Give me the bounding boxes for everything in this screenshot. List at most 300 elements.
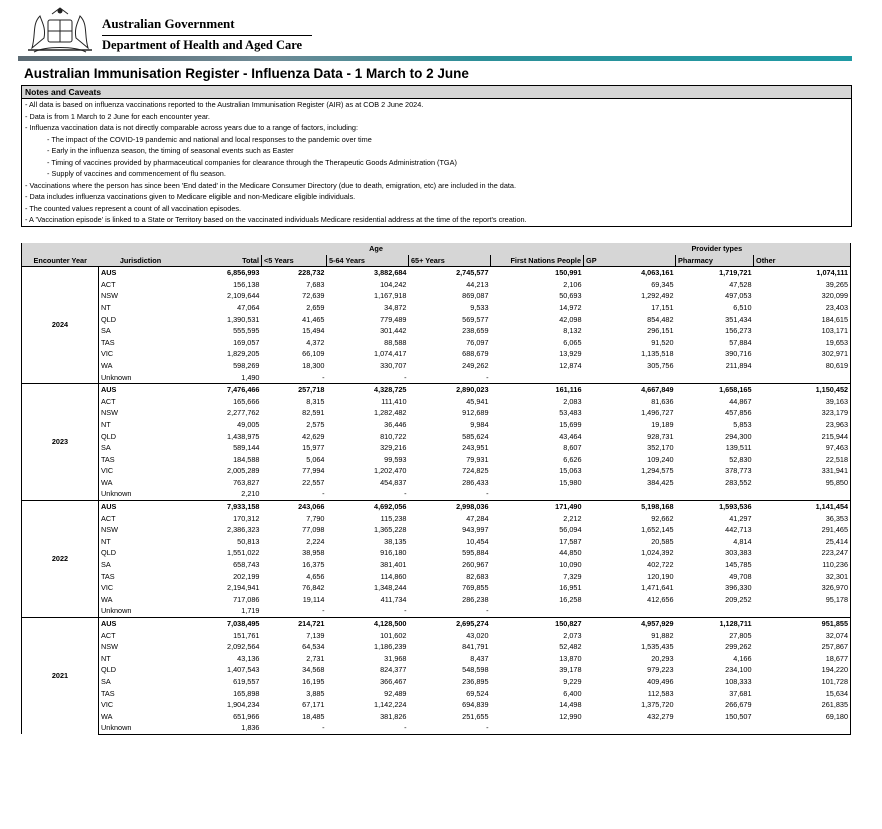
value-cell: 2,224: [306, 536, 325, 546]
value-cell: 296,151: [647, 326, 674, 336]
value-cell: -: [322, 489, 325, 499]
value-cell: 36,446: [384, 419, 407, 429]
value-cell: 1,407,543: [227, 665, 260, 675]
jurisdiction-cell: Unknown: [99, 722, 183, 734]
encounter-year-cell: 2024: [22, 267, 99, 384]
value-cell: 3,885: [306, 688, 325, 698]
jurisdiction-cell: WA: [101, 594, 113, 604]
value-cell: 115,238: [380, 513, 407, 523]
jurisdiction-cell: SA: [101, 326, 111, 336]
value-cell: 150,991: [491, 267, 584, 279]
value-cell: 14,972: [559, 302, 582, 312]
value-cell: 15,980: [559, 477, 582, 487]
value-cell: 257,718: [262, 384, 327, 396]
jurisdiction-cell: VIC: [101, 349, 114, 359]
value-cell: -: [486, 489, 489, 499]
value-cell: 12,874: [559, 360, 582, 370]
jurisdiction-cell: NSW: [101, 525, 119, 535]
table-row: [22, 290, 851, 302]
value-cell: 82,683: [466, 571, 489, 581]
value-cell: 44,213: [466, 279, 489, 289]
value-cell: 688,679: [462, 349, 489, 359]
value-cell: 943,997: [462, 525, 489, 535]
value-cell: 305,756: [647, 360, 674, 370]
value-cell: 36,353: [754, 513, 851, 525]
value-cell: 2,194,941: [227, 583, 260, 593]
value-cell: 18,677: [754, 653, 851, 665]
value-cell: 110,236: [754, 559, 851, 571]
jurisdiction-cell: SA: [101, 676, 111, 686]
value-cell: 1,141,454: [754, 501, 851, 513]
value-cell: 1,390,531: [227, 314, 260, 324]
table-row: [22, 348, 851, 360]
value-cell: 114,860: [380, 571, 407, 581]
value-cell: 165,666: [233, 396, 260, 406]
value-cell: 31,968: [384, 653, 407, 663]
value-cell: [676, 605, 754, 617]
value-cell: 4,656: [306, 571, 325, 581]
value-cell: 215,944: [754, 431, 851, 443]
value-cell: 1,375,720: [641, 700, 674, 710]
table-row: [22, 477, 851, 489]
value-cell: 25,414: [754, 536, 851, 548]
table-row: [22, 267, 851, 279]
value-cell: 57,884: [729, 337, 752, 347]
value-cell: 22,518: [754, 454, 851, 466]
jurisdiction-cell: SA: [101, 443, 111, 453]
value-cell: 151,761: [233, 630, 260, 640]
value-cell: 928,731: [647, 431, 674, 441]
notes-box: [21, 85, 852, 227]
value-cell: 234,100: [725, 665, 752, 675]
value-cell: 156,138: [233, 279, 260, 289]
value-cell: 5,064: [306, 454, 325, 464]
value-cell: 326,970: [754, 582, 851, 594]
value-cell: 302,971: [754, 348, 851, 360]
value-cell: 351,434: [725, 314, 752, 324]
jurisdiction-cell: Unknown: [101, 372, 132, 382]
value-cell: 1,836: [183, 722, 262, 734]
value-cell: 49,708: [729, 571, 752, 581]
value-cell: 1,490: [241, 372, 260, 382]
value-cell: 39,178: [559, 665, 582, 675]
jurisdiction-cell: NSW: [101, 642, 119, 652]
value-cell: 42,629: [302, 431, 325, 441]
value-cell: 8,437: [470, 653, 489, 663]
value-cell: 2,005,289: [227, 466, 260, 476]
value-cell: 101,728: [754, 676, 851, 688]
table-row: [22, 664, 851, 676]
value-cell: 585,624: [462, 431, 489, 441]
value-cell: 916,180: [380, 548, 407, 558]
value-cell: 323,179: [754, 407, 851, 419]
jurisdiction-cell: ACT: [101, 396, 116, 406]
value-cell: 103,171: [754, 325, 851, 337]
jurisdiction-cell: WA: [101, 360, 113, 370]
value-cell: 8,607: [563, 443, 582, 453]
value-cell: 6,400: [563, 688, 582, 698]
note-line: - A 'Vaccination episode' is linked to a State or Territory based on the vaccinated individuals Medicare residential address at the time of the report's creation.: [25, 215, 527, 224]
value-cell: 598,269: [233, 360, 260, 370]
value-cell: 165,898: [233, 688, 260, 698]
value-cell: 64,534: [302, 642, 325, 652]
value-cell: 251,655: [462, 711, 489, 721]
value-cell: 2,212: [563, 513, 582, 523]
value-cell: 81,636: [651, 396, 674, 406]
value-cell: 67,171: [302, 700, 325, 710]
value-cell: 52,830: [729, 454, 752, 464]
col-header: Encounter Year: [22, 255, 99, 267]
value-cell: 161,116: [491, 384, 584, 396]
value-cell: 150,507: [725, 711, 752, 721]
value-cell: 7,139: [306, 630, 325, 640]
value-cell: 352,170: [647, 443, 674, 453]
header-divider: [102, 35, 312, 36]
value-cell: 301,442: [380, 326, 407, 336]
value-cell: 303,383: [725, 548, 752, 558]
value-cell: 2,210: [241, 489, 260, 499]
table-row: [22, 536, 851, 548]
jurisdiction-cell: Unknown: [101, 606, 132, 616]
value-cell: 66,109: [302, 349, 325, 359]
jurisdiction-cell: QLD: [101, 548, 117, 558]
value-cell: [491, 372, 584, 384]
jurisdiction-cell: QLD: [101, 665, 117, 675]
value-cell: 38,958: [302, 548, 325, 558]
value-cell: 763,827: [233, 477, 260, 487]
value-cell: 5,853: [733, 419, 752, 429]
jurisdiction-cell: NT: [101, 419, 111, 429]
value-cell: 595,884: [462, 548, 489, 558]
value-cell: [676, 488, 754, 500]
encounter-year-cell: 2021: [22, 618, 99, 735]
value-cell: [491, 605, 584, 617]
value-cell: 15,634: [754, 688, 851, 700]
value-cell: 329,216: [380, 443, 407, 453]
value-cell: 15,699: [559, 419, 582, 429]
value-cell: 4,128,500: [327, 618, 409, 630]
value-cell: 91,882: [651, 630, 674, 640]
value-cell: 10,090: [559, 560, 582, 570]
value-cell: 209,252: [725, 594, 752, 604]
value-cell: [754, 722, 851, 734]
table-row: [22, 653, 851, 665]
value-cell: 16,951: [559, 583, 582, 593]
value-cell: -: [322, 606, 325, 616]
value-cell: 260,967: [462, 560, 489, 570]
value-cell: 717,086: [233, 594, 260, 604]
note-line: - Influenza vaccination data is not directly comparable across years due to a range of factors, including:: [25, 123, 358, 132]
value-cell: 50,813: [237, 536, 260, 546]
jurisdiction-cell: NT: [101, 302, 111, 312]
value-cell: 1,074,417: [374, 349, 407, 359]
value-cell: 171,490: [491, 501, 584, 513]
value-cell: 6,856,993: [183, 267, 262, 279]
value-cell: 56,094: [559, 525, 582, 535]
value-cell: 95,850: [754, 477, 851, 489]
value-cell: 214,721: [262, 618, 327, 630]
value-cell: 15,494: [302, 326, 325, 336]
table-row: [22, 676, 851, 688]
value-cell: -: [409, 722, 491, 734]
value-cell: 1,438,975: [227, 431, 260, 441]
value-cell: 69,345: [651, 279, 674, 289]
col-header: Total: [183, 255, 262, 267]
value-cell: 95,178: [754, 594, 851, 606]
value-cell: 76,097: [466, 337, 489, 347]
value-cell: 412,656: [647, 594, 674, 604]
table-row: [22, 465, 851, 477]
value-cell: 170,312: [233, 513, 260, 523]
value-cell: 2,073: [563, 630, 582, 640]
value-cell: 32,301: [754, 571, 851, 583]
value-cell: 1,202,470: [374, 466, 407, 476]
value-cell: 243,951: [462, 443, 489, 453]
value-cell: 1,658,165: [676, 384, 754, 396]
table-row: [22, 571, 851, 583]
value-cell: 283,552: [725, 477, 752, 487]
table-row: [22, 605, 851, 617]
value-cell: 8,315: [306, 396, 325, 406]
value-cell: [584, 605, 676, 617]
value-cell: 82,591: [302, 408, 325, 418]
value-cell: 1,593,536: [676, 501, 754, 513]
jurisdiction-cell: TAS: [101, 571, 115, 581]
col-header: 5-64 Years: [327, 255, 409, 267]
value-cell: 23,963: [754, 419, 851, 431]
value-cell: -: [404, 372, 407, 382]
value-cell: 4,667,849: [584, 384, 676, 396]
jurisdiction-cell: AUS: [99, 618, 183, 630]
value-cell: 1,135,518: [641, 349, 674, 359]
value-cell: 5,198,168: [584, 501, 676, 513]
value-cell: 50,693: [559, 291, 582, 301]
value-cell: 378,773: [725, 466, 752, 476]
value-cell: 18,485: [302, 711, 325, 721]
value-cell: 52,482: [559, 642, 582, 652]
value-cell: 548,598: [462, 665, 489, 675]
encounter-year-cell: 2022: [22, 501, 99, 618]
value-cell: 39,163: [754, 396, 851, 408]
provider-group-header: Provider types: [584, 243, 851, 255]
value-cell: 2,083: [563, 396, 582, 406]
value-cell: 381,826: [380, 711, 407, 721]
value-cell: 34,568: [302, 665, 325, 675]
value-cell: 7,476,466: [183, 384, 262, 396]
value-cell: -: [262, 722, 327, 734]
value-cell: 331,941: [754, 465, 851, 477]
value-cell: 2,386,323: [227, 525, 260, 535]
value-cell: 6,510: [733, 302, 752, 312]
table-row: [22, 524, 851, 536]
table-row: [22, 325, 851, 337]
note-line: - Vaccinations where the person has since been 'End dated' in the Medicare Consumer Directory (due to death, emigration, etc) are included in the data.: [25, 180, 517, 190]
value-cell: 2,998,036: [409, 501, 491, 513]
value-cell: 101,602: [380, 630, 407, 640]
note-line: - Data is from 1 March to 2 June for each encounter year.: [25, 111, 210, 121]
value-cell: 44,867: [729, 396, 752, 406]
value-cell: 88,588: [384, 337, 407, 347]
value-cell: 694,839: [462, 700, 489, 710]
value-cell: 104,242: [380, 279, 407, 289]
value-cell: 2,890,023: [409, 384, 491, 396]
value-cell: 13,870: [559, 653, 582, 663]
value-cell: 194,220: [754, 664, 851, 676]
value-cell: 27,805: [729, 630, 752, 640]
value-cell: 257,867: [754, 641, 851, 653]
value-cell: 1,167,918: [374, 291, 407, 301]
page-header: [18, 4, 858, 56]
value-cell: 2,695,274: [409, 618, 491, 630]
value-cell: 19,114: [302, 594, 325, 604]
value-cell: 109,240: [647, 454, 674, 464]
jurisdiction-cell: WA: [101, 711, 113, 721]
value-cell: 854,482: [647, 314, 674, 324]
value-cell: 10,454: [466, 536, 489, 546]
page-title: Australian Immunisation Register - Influenza Data - 1 March to 2 June: [24, 66, 469, 81]
value-cell: 497,053: [725, 291, 752, 301]
table-row: [22, 372, 851, 384]
value-cell: 18,300: [302, 360, 325, 370]
value-cell: 724,825: [462, 466, 489, 476]
table-row: [22, 594, 851, 606]
value-cell: 1,024,392: [641, 548, 674, 558]
value-cell: 69,524: [466, 688, 489, 698]
value-cell: 76,842: [302, 583, 325, 593]
notes-body: [22, 99, 851, 226]
value-cell: 80,619: [754, 360, 851, 372]
value-cell: 266,679: [725, 700, 752, 710]
value-cell: 1,551,022: [227, 548, 260, 558]
table-row: [22, 407, 851, 419]
value-cell: 169,057: [233, 337, 260, 347]
table-row: [22, 722, 851, 734]
value-cell: 47,064: [237, 302, 260, 312]
col-header: 65+ Years: [409, 255, 491, 267]
value-cell: 243,066: [262, 501, 327, 513]
table-row: [22, 630, 851, 642]
value-cell: 77,098: [302, 525, 325, 535]
value-cell: 4,328,725: [327, 384, 409, 396]
value-cell: 2,731: [306, 653, 325, 663]
jurisdiction-cell: NSW: [101, 291, 119, 301]
table-row: [22, 337, 851, 349]
value-cell: 286,238: [462, 594, 489, 604]
value-cell: 619,557: [233, 676, 260, 686]
value-cell: 432,279: [647, 711, 674, 721]
value-cell: 1,496,727: [641, 408, 674, 418]
value-cell: 261,835: [754, 699, 851, 711]
value-cell: [754, 372, 851, 384]
value-cell: [754, 605, 851, 617]
jurisdiction-cell: QLD: [101, 431, 117, 441]
value-cell: 4,166: [733, 653, 752, 663]
value-cell: 9,229: [563, 676, 582, 686]
value-cell: 139,511: [725, 443, 752, 453]
value-cell: 72,639: [302, 291, 325, 301]
jurisdiction-cell: QLD: [101, 314, 117, 324]
table-row: [22, 688, 851, 700]
value-cell: 6,065: [563, 337, 582, 347]
value-cell: 824,377: [380, 665, 407, 675]
value-cell: 1,904,234: [227, 700, 260, 710]
value-cell: -: [486, 372, 489, 382]
table-row: [22, 431, 851, 443]
value-cell: 37,681: [729, 688, 752, 698]
table-row: [22, 547, 851, 559]
value-cell: 47,528: [729, 279, 752, 289]
table-row: [22, 454, 851, 466]
age-group-header: Age: [262, 243, 491, 255]
value-cell: [754, 488, 851, 500]
value-cell: 79,931: [466, 454, 489, 464]
value-cell: 23,403: [754, 302, 851, 314]
value-cell: 44,850: [559, 548, 582, 558]
value-cell: 1,719,721: [676, 267, 754, 279]
value-cell: 38,135: [384, 536, 407, 546]
value-cell: 869,087: [462, 291, 489, 301]
value-cell: 4,063,161: [584, 267, 676, 279]
table-row: [22, 582, 851, 594]
table-row: [22, 711, 851, 723]
value-cell: 589,144: [233, 443, 260, 453]
value-cell: 47,284: [466, 513, 489, 523]
value-cell: 4,957,929: [584, 618, 676, 630]
value-cell: -: [322, 372, 325, 382]
value-cell: [676, 722, 754, 734]
value-cell: 1,128,711: [676, 618, 754, 630]
value-cell: 77,994: [302, 466, 325, 476]
jurisdiction-cell: WA: [101, 477, 113, 487]
value-cell: -: [486, 606, 489, 616]
jurisdiction-cell: TAS: [101, 454, 115, 464]
value-cell: 91,520: [651, 337, 674, 347]
value-cell: 951,855: [754, 618, 851, 630]
value-cell: 202,199: [233, 571, 260, 581]
value-cell: 4,814: [733, 536, 752, 546]
col-header: Other: [754, 255, 851, 267]
table-row: [22, 488, 851, 500]
value-cell: [584, 722, 676, 734]
note-line: - The counted values represent a count of all vaccination episodes.: [25, 203, 242, 213]
value-cell: 381,401: [380, 560, 407, 570]
value-cell: 20,293: [651, 653, 674, 663]
value-cell: 184,615: [754, 314, 851, 326]
table-row: [22, 442, 851, 454]
value-cell: 658,743: [233, 560, 260, 570]
note-line: - Timing of vaccines provided by pharmaceutical companies for clearance through the Therapeutic Goods Administration (TGA): [47, 157, 457, 167]
header-color-bar: [18, 56, 852, 61]
value-cell: [676, 372, 754, 384]
jurisdiction-cell: VIC: [101, 583, 114, 593]
value-cell: 22,557: [302, 477, 325, 487]
value-cell: 17,151: [651, 302, 674, 312]
value-cell: 979,223: [647, 665, 674, 675]
value-cell: 69,180: [754, 711, 851, 723]
value-cell: 286,433: [462, 477, 489, 487]
value-cell: 19,189: [651, 419, 674, 429]
table-row: [22, 699, 851, 711]
note-line: - Early in the influenza season, the timing of seasonal events such as Easter: [47, 146, 294, 155]
value-cell: 238,659: [462, 326, 489, 336]
value-cell: 457,856: [725, 408, 752, 418]
jurisdiction-cell: NSW: [101, 408, 119, 418]
value-cell: 569,577: [462, 314, 489, 324]
value-cell: 97,463: [754, 442, 851, 454]
value-cell: 9,533: [470, 302, 489, 312]
value-cell: 396,330: [725, 583, 752, 593]
value-cell: 184,588: [233, 454, 260, 464]
